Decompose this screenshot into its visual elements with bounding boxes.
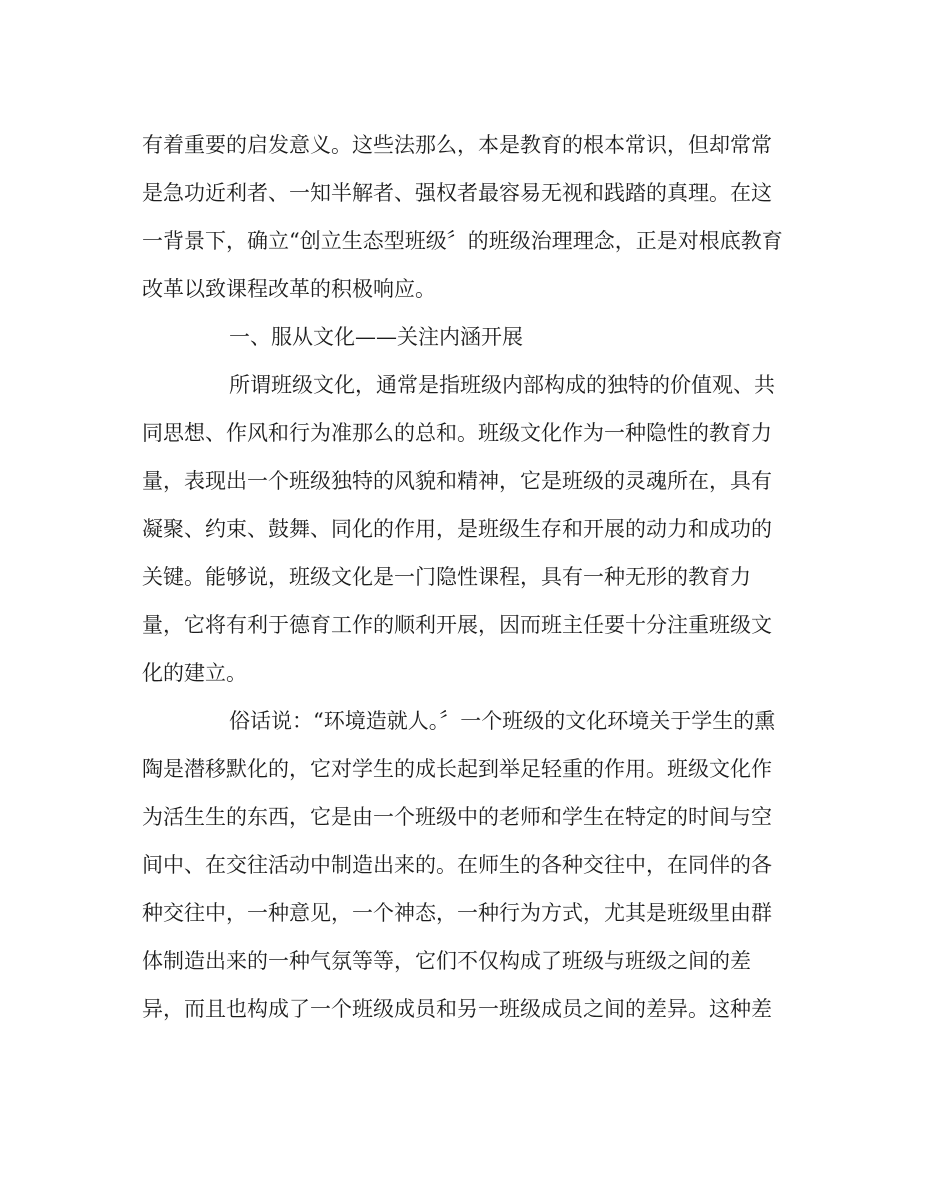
text-line: 关键。能够说，班级文化是一门隐性课程，具有一种无形的教育力: [142, 565, 751, 589]
text-line: 同思想、作风和行为准那么的总和。班级文化作为一种隐性的教育力: [142, 421, 772, 445]
text-line: 俗话说：“环境造就人。〞一个班级的文化环境关于学生的熏: [229, 709, 776, 733]
text-line: 体制造出来的一种气氛等等，它们不仅构成了班级与班级之间的差: [142, 949, 751, 973]
text-line: 一背景下，确立“创立生态型班级〞的班级治理理念，正是对根底教育: [142, 229, 783, 253]
text-line: 为活生生的东西，它是由一个班级中的老师和学生在特定的时间与空: [142, 805, 772, 829]
text-line: 是急功近利者、一知半解者、强权者最容易无视和践踏的真理。在这: [142, 181, 772, 205]
text-line: 量，表现出一个班级独特的风貌和精神，它是班级的灵魂所在，具有: [142, 469, 772, 493]
text-line: 凝聚、约束、鼓舞、同化的作用，是班级生存和开展的动力和成功的: [142, 517, 772, 541]
text-line: 化的建立。: [142, 661, 247, 685]
text-line: 异，而且也构成了一个班级成员和另一班级成员之间的差异。这种差: [142, 997, 772, 1021]
text-line: 陶是潜移默化的，它对学生的成长起到举足轻重的作用。班级文化作: [142, 757, 772, 781]
text-line: 改革以致课程改革的积极响应。: [142, 277, 436, 301]
text-line: 量，它将有利于德育工作的顺利开展，因而班主任要十分注重班级文: [142, 613, 772, 637]
text-line: 间中、在交往活动中制造出来的。在师生的各种交往中，在同伴的各: [142, 853, 772, 877]
section-heading: 一、服从文化——关注内涵开展: [229, 325, 523, 349]
text-line: 所谓班级文化，通常是指班级内部构成的独特的价值观、共: [229, 373, 775, 397]
text-line: 有着重要的启发意义。这些法那么，本是教育的根本常识，但却常常: [142, 133, 772, 157]
text-line: 种交往中，一种意见，一个神态，一种行为方式，尤其是班级里由群: [142, 901, 772, 925]
